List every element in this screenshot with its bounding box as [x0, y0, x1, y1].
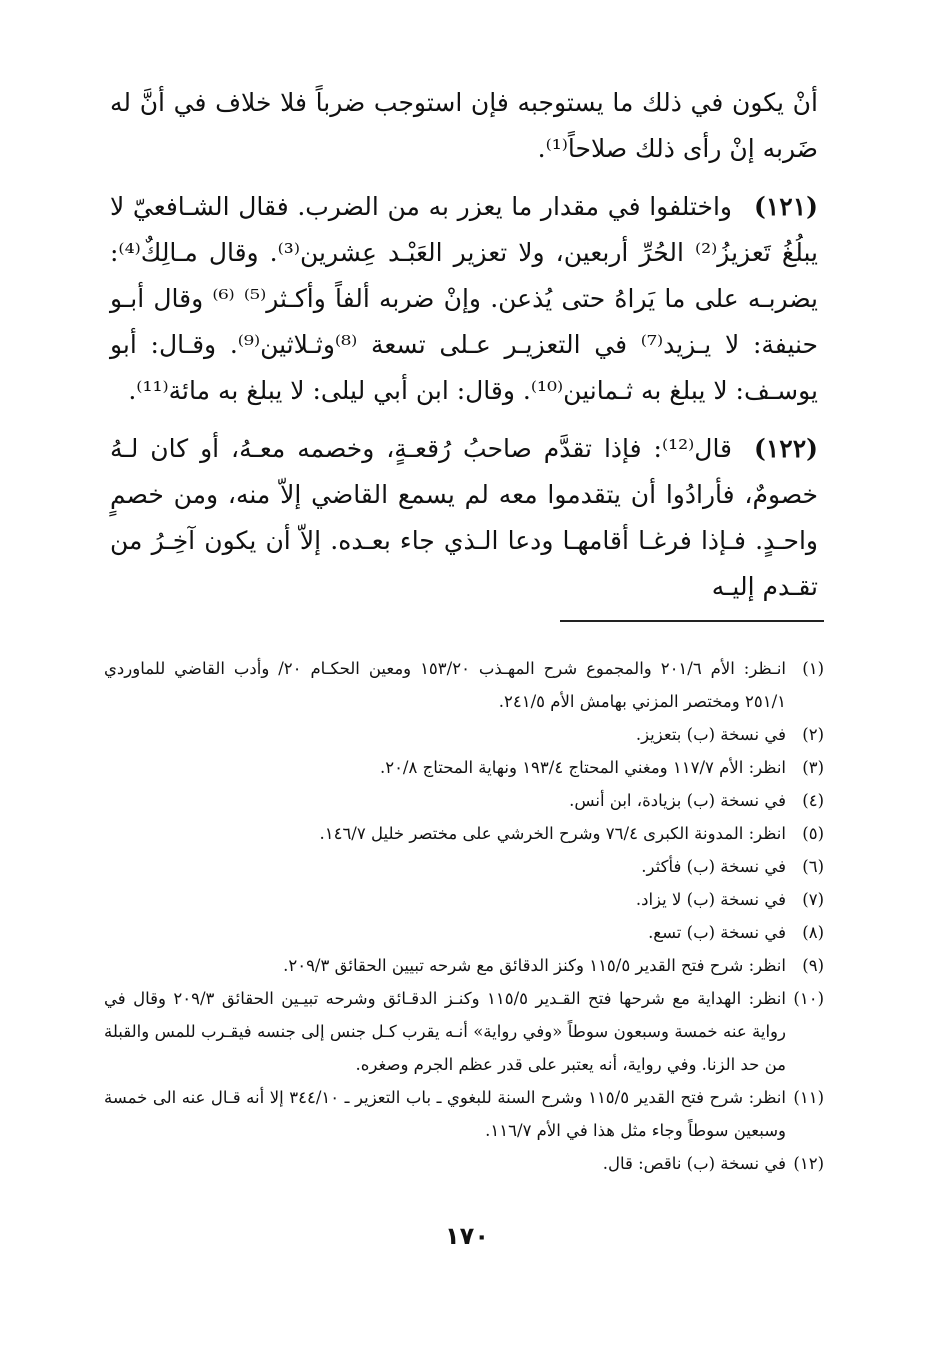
footnote	[104, 1147, 824, 1180]
footnote	[104, 751, 824, 784]
footnote	[104, 916, 824, 949]
paragraph-number: (١٢٢)	[754, 434, 818, 463]
footnote-number: (١٢)	[793, 1154, 824, 1173]
footnotes	[104, 652, 824, 1180]
footnote-number: (١١)	[793, 1088, 824, 1107]
footnote-number: (١٠)	[793, 989, 824, 1008]
footnote-text: في نسخة (ب) بتعزيز.	[635, 725, 786, 744]
footnote-number: (٤)	[802, 791, 824, 810]
footnote	[104, 850, 824, 883]
footnote-text: انظر: شرح فتح القدير ١١٥/٥ وشرح السنة للبغوي ـ باب التعزير ـ ٣٤٤/١٠ إلا أنه قـال عنه الى خمسة وسبعين سوطاً وجاء مثل هذا في الأم ١١٦/٧.	[104, 1088, 786, 1140]
footnote	[104, 1081, 824, 1147]
paragraph-text: قال⁽¹²⁾: فإذا تقدَّم صاحبُ رُقعـةٍ، وخصمه معـهُ، أو كان لـهُ خصومٌ، فأرادُوا أن يتقدموا معه لم يسمع القاضي إلاّ منه، ومن خصمٍ واحـدٍ. فـإذا فرغـا أقامهـا ودعا الـذي جاء بعـده. إلاّ أن يكون آخِـرُ من تقـدم إليـه	[110, 434, 818, 601]
footnote-number: (٢)	[802, 725, 824, 744]
footnote-text: في نسخة (ب) تسع.	[648, 923, 786, 942]
footnote	[104, 883, 824, 916]
footnote-text: انظر: المدونة الكبرى ٧٦/٤ وشرح الخرشي على مختصر خليل ١٤٦/٧.	[319, 824, 786, 843]
footnote	[104, 982, 824, 1081]
footnote-number: (٨)	[802, 923, 824, 942]
footnote-number: (٣)	[802, 758, 824, 777]
footnote	[104, 817, 824, 850]
footnote-separator	[560, 620, 824, 622]
footnote-text: انـظر: الأم ٢٠١/٦ والمجموع شرح المهـذب ١٥٣/٢٠ ومعين الحكـام ٢٠/ وأدب القاضي للماوردي ٢٥١/١ ومختصر المزني بهامش الأم ٢٤١/٥.	[104, 659, 786, 711]
paragraph-intro: أنْ يكون في ذلك ما يستوجبه فإن استوجب ضرباً فلا خلاف في أنَّ له ضَربه إنْ رأى ذلك صلاحاً⁽¹⁾.	[110, 88, 818, 163]
footnote-text: انظر: الهداية مع شرحها فتح القـدير ١١٥/٥ وكنـز الدقـائق وشرحه تبيـين الحقائق ٢٠٩/٣ وقال في رواية عنه خمسة وسبعون سوطاً «وفي رواية» أنـه يقرب كـل جنس إلى جنسه فيقـرب للمس والقبلة من حد الزنا. وفي رواية، أنه يعتبر على قدر عظم الجرم وصغره.	[104, 989, 786, 1074]
footnote-text: في نسخة (ب) ناقص: قال.	[602, 1154, 786, 1173]
footnote-number: (١)	[802, 659, 824, 678]
paragraph-122	[110, 426, 818, 610]
footnote	[104, 949, 824, 982]
page-number: ١٧٠	[445, 1222, 489, 1250]
paragraph-121	[110, 184, 818, 414]
footnote-number: (٥)	[802, 824, 824, 843]
paragraph-number: (١٢١)	[754, 192, 818, 221]
main-text	[110, 80, 818, 622]
footnote-number: (٩)	[802, 956, 824, 975]
footnote-number: (٧)	[802, 890, 824, 909]
footnote	[104, 652, 824, 718]
paragraph-text: واختلفوا في مقدار ما يعزر به من الضرب. فقال الشـافعيّ لا يبلُغُ تَعزيزُ⁽²⁾ الحُرِّ أربعين، ولا تعزير العَبْـد عِشرين⁽³⁾. وقال مـالِكٌ⁽⁴⁾: يضربـه على ما يَراهُ حتى يُذعن. وإنْ ضربه ألفاً وأكـثر⁽⁵⁾ ⁽⁶⁾ وقال أبـو حنيفة: لا يـزيد⁽⁷⁾ في التعزيـر عـلى تسعة ⁽⁸⁾وثـلاثين⁽⁹⁾. وقـال: أبو يوسـف: لا يبلغ به ثـمانين⁽¹⁰⁾. وقال: ابن أبي ليلى: لا يبلغ به مائة⁽¹¹⁾.	[110, 192, 818, 405]
footnote	[104, 718, 824, 751]
footnote-text: انظر: الأم ١١٧/٧ ومغني المحتاج ١٩٣/٤ ونهاية المحتاج ٢٠/٨.	[379, 758, 786, 777]
footnote	[104, 784, 824, 817]
footnote-text: في نسخة (ب) بزيادة، ابن أنس.	[569, 791, 786, 810]
footnote-text: في نسخة (ب) لا يزاد.	[635, 890, 786, 909]
footnote-number: (٦)	[802, 857, 824, 876]
footnote-text: في نسخة (ب) فأكثر.	[641, 857, 786, 876]
footnote-text: انظر: شرح فتح القدير ١١٥/٥ وكنز الدقائق مع شرحه تبيين الحقائق ٢٠٩/٣.	[283, 956, 786, 975]
